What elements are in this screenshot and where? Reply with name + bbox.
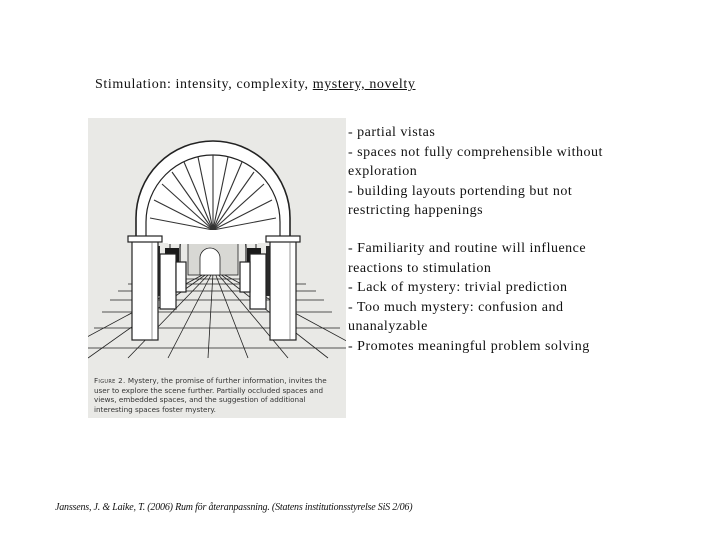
figure-caption (94, 376, 344, 414)
bullet-item: - Familiarity and routine will influence reactions to stimulation (348, 241, 587, 276)
bullet-item: - Promotes meaningful problem solving (348, 338, 590, 354)
title-underlined: mystery, novelty (312, 77, 416, 92)
bullet-list-bottom (348, 239, 610, 356)
mystery-figure (88, 118, 346, 418)
slide-title (95, 77, 416, 93)
bullet-item: - partial vistas (348, 125, 436, 140)
bullet-item: - building layouts portending but not restricting happenings (348, 183, 573, 218)
bullet-item: - Too much mystery: confusion and unanalyzable (348, 299, 564, 334)
bullet-item: - Lack of mystery: trivial prediction (348, 280, 568, 295)
title-prefix: Stimulation: intensity, complexity, (95, 77, 313, 92)
caption-label: Figure 2. (94, 376, 126, 385)
floor-grid (88, 273, 346, 358)
citation: Janssens, J. & Laike, T. (2006) Rum för återanpassning. (Statens institutionsstyrelse SiS 2/06) (55, 502, 413, 513)
bullet-list-top (348, 123, 610, 221)
bullet-item: - spaces not fully comprehensible without exploration (348, 144, 603, 179)
caption-text: Mystery, the promise of further information, invites the user to explore the scene further. Partially occluded spaces and views, embedded spaces, and the suggestion of additional interesting spaces foster mystery. (94, 376, 327, 414)
arcade-illustration (88, 118, 346, 376)
